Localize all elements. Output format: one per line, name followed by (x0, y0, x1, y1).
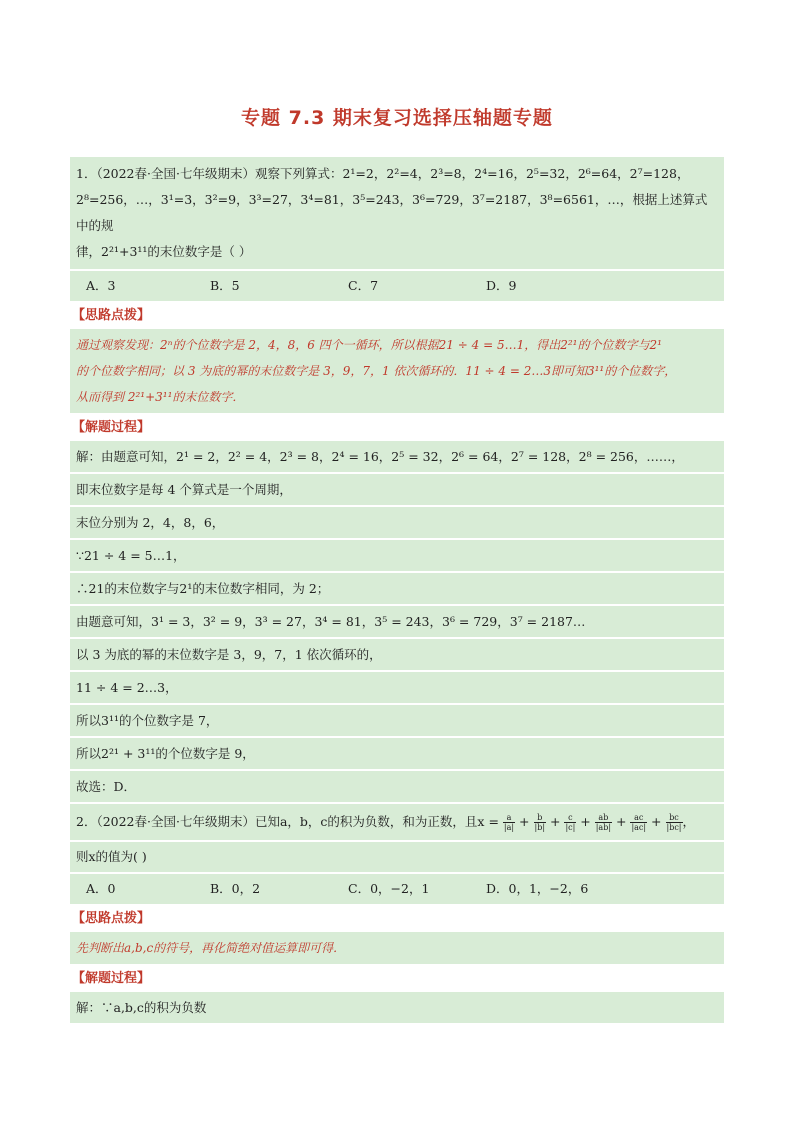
question-2-options (70, 874, 724, 906)
hint-line: 先判断出a,b,c的符号，再化简绝对值运算即可得． (70, 932, 724, 966)
solution-line: 11 ÷ 4 = 2…3， (70, 672, 724, 705)
hint-line-1: 通过观察发现：2ⁿ的个位数字是 2，4，8，6 四个一循环，所以根据21 ÷ 4 = 5…1，得出2²¹的个位数字与2¹ (76, 338, 662, 352)
solution-line: ∴21的末位数字与2¹的末位数字相同，为 2； (70, 573, 724, 606)
solution-line: 以 3 为底的幂的末位数字是 3，9，7，1 依次循环的， (70, 639, 724, 672)
question-1-stem (70, 157, 724, 271)
question-2-text: 2．（2022春·全国·七年级期末）已知a，b，c的积为负数，和为正数，且x = (76, 814, 499, 829)
fraction: $\frac{ab}{|ab|}$ (595, 813, 612, 832)
option-c[interactable]: C．0，−2，1 (348, 881, 430, 896)
question-1-options (70, 271, 724, 303)
option-b[interactable]: B．0，2 (210, 881, 261, 896)
solution-line: 解：∵a,b,c的积为负数 (70, 992, 724, 1025)
solution-heading: 【解题过程】 (70, 966, 724, 992)
solution-heading: 【解题过程】 (70, 415, 724, 441)
question-1-line-3: 律，2²¹+3¹¹的末位数字是（ ） (76, 244, 252, 259)
solution-line: 末位分别为 2，4，8，6， (70, 507, 724, 540)
option-a[interactable]: A．3 (86, 278, 116, 293)
fraction: $\frac{a}{|a|}$ (503, 813, 515, 832)
fraction: $\frac{b}{|b|}$ (534, 813, 546, 832)
question-1-line-2: 2⁸=256，…，3¹=3，3²=9，3³=27，3⁴=81，3⁵=243，3⁶=729，3⁷=2187，3⁸=6561，…，根据上述算式中的规 (76, 192, 708, 233)
solution-line: 即末位数字是每 4 个算式是一个周期， (70, 474, 724, 507)
option-c[interactable]: C．7 (348, 278, 379, 293)
hint-heading: 【思路点拨】 (70, 303, 724, 329)
fraction: $\frac{bc}{|bc|}$ (666, 813, 682, 832)
page-title: 专题 7.3 期末复习选择压轴题专题 (241, 107, 553, 129)
fraction: $\frac{ac}{|ac|}$ (631, 813, 647, 832)
hint-line-3: 从而得到 2²¹+3¹¹的末位数字． (76, 390, 245, 404)
hint-line-2: 的个位数字相同；以 3 为底的幂的末位数字是 3，9，7，1 依次循环的．11 ÷ 4 = 2…3即可知3¹¹的个位数字， (76, 364, 677, 378)
solution-line: 故选：D． (70, 771, 724, 804)
document-body (70, 157, 724, 1025)
solution-line: 所以3¹¹的个位数字是 7， (70, 705, 724, 738)
solution-line: 所以2²¹ + 3¹¹的个位数字是 9， (70, 738, 724, 771)
option-d[interactable]: D．0，1，−2，6 (486, 881, 589, 896)
fraction: $\frac{c}{|c|}$ (565, 813, 576, 832)
solution-line: ∵21 ÷ 4 = 5…1， (70, 540, 724, 573)
question-2-line-2: 则x的值为( ) (70, 842, 724, 874)
hint-block (70, 329, 724, 415)
solution-line: 由题意可知，3¹ = 3，3² = 9，3³ = 27，3⁴ = 81，3⁵ = 243，3⁶ = 729，3⁷ = 2187… (70, 606, 724, 639)
question-2-stem: 2．（2022春·全国·七年级期末）已知a，b，c的积为负数，和为正数，且x = $\frac{a}{|a|}$ + $\frac{b}{|b|}$ + $\frac{c}{|c|}$ + $\frac{ab}{|ab|}$ + $\frac{ac}{|ac|}$ + $\frac{bc}{|bc|}$ ， (70, 804, 724, 842)
question-1-line-1: 1．（2022春·全国·七年级期末）观察下列算式：2¹=2，2²=4，2³=8，2⁴=16，2⁵=32，2⁶=64，2⁷=128， (76, 166, 690, 181)
option-d[interactable]: D．9 (486, 278, 517, 293)
solution-line: 解：由题意可知，2¹ = 2，2² = 4，2³ = 8，2⁴ = 16，2⁵ = 32，2⁶ = 64，2⁷ = 128，2⁸ = 256，……， (70, 441, 724, 474)
option-a[interactable]: A．0 (86, 881, 116, 896)
option-b[interactable]: B．5 (210, 278, 240, 293)
hint-heading: 【思路点拨】 (70, 906, 724, 932)
